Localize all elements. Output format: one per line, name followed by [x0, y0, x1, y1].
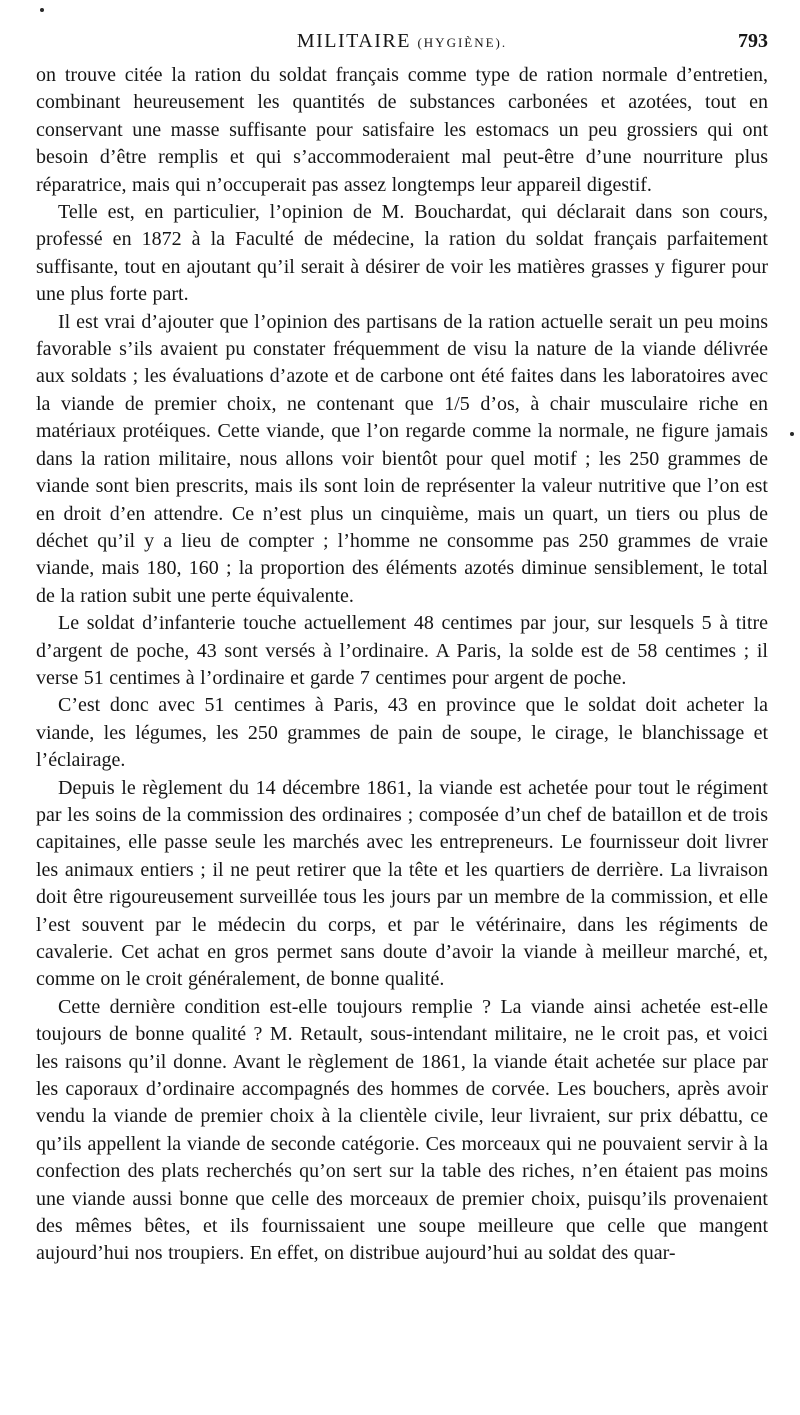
paragraph: Le soldat d’infanterie touche actuellement 48 centimes par jour, sur lesquels 5 à titre d’argent de poche, 43 sont versés à l’ordinaire. A Paris, la solde est de 58 centimes ; il verse 51 centimes à l’ordinaire et garde 7 centimes pour argent de poche.	[36, 612, 768, 689]
paragraph: Il est vrai d’ajouter que l’opinion des partisans de la ration actuelle serait un peu moins favorable s’ils avaient pu constater fréquemment de visu la nature de la viande délivrée aux soldats ; les évaluations d’azote et de carbone ont été faites dans les laboratoires avec la viande de premier choix, ne contenant que 1/5 d’os, à chair musculaire riche en matériaux protéiques. Cette viande, que l’on regarde comme la normale, ne figure jamais dans la ration militaire, nous allons voir bientôt pour quel motif ; les 250 grammes de viande sont bien prescrits, mais ils sont loin de représenter la valeur nutritive que l’on est en droit d’en attendre. Ce n’est plus un cinquième, mais un quart, un tiers ou plus de déchet qu’il y a lieu de compter ; l’homme ne consomme pas 250 grammes de vraie viande, mais 180, 160 ; la proportion des éléments azotés diminue sensiblement, le total de la ration subit une perte équivalente.	[36, 310, 768, 607]
running-title	[36, 30, 768, 53]
paragraph: Depuis le règlement du 14 décembre 1861, la viande est achetée pour tout le régiment par les soins de la commission des ordinaires ; composée d’un chef de bataillon et de trois capitaines, elle passe seule les marchés avec les entrepreneurs. Le fournisseur doit livrer les animaux entiers ; il ne peut retirer que la tête et les quartiers de derrière. La livraison doit être rigoureusement surveillée tous les jours par un membre de la commission, et elle l’est souvent par le médecin du corps, et par le vétérinaire, dans les régiments de cavalerie. Cet achat en gros permet sans doute d’avoir la viande à meilleur marché, et, comme on le croit généralement, de bonne qualité.	[36, 776, 768, 991]
paragraph: C’est donc avec 51 centimes à Paris, 43 en province que le soldat doit acheter la viande, les légumes, les 250 grammes de pain de soupe, le cirage, le blanchissage et l’éclairage.	[36, 694, 768, 772]
print-speck	[40, 8, 44, 12]
page-number: 793	[738, 30, 768, 52]
print-speck	[790, 432, 794, 436]
paragraph: Telle est, en particulier, l’opinion de M. Bouchardat, qui déclarait dans son cours, professé en 1872 à la Faculté de médecine, la ration du soldat français parfaitement suffisante, tout en ajoutant qu’il serait à désirer de voir les matières grasses y figurer pour une plus forte part.	[36, 201, 768, 306]
header-title: MILITAIRE	[296, 30, 411, 52]
running-header	[36, 30, 768, 60]
header-subtitle: (HYGIÈNE).	[417, 35, 508, 50]
paragraph: on trouve citée la ration du soldat français comme type de ration normale d’entretien, combinant heureusement les quantités de substances carbonées et azotées, tout en conservant une masse suffisante pour satisfaire les estomacs un peu grossiers qui ont besoin d’être remplis et qui s’accommoderaient mal peut-être d’une nourriture plus réparatrice, mais qui n’occuperait pas assez longtemps leur appareil digestif.	[36, 64, 768, 196]
paragraph: Cette dernière condition est-elle toujours remplie ? La viande ainsi achetée est-elle toujours de bonne qualité ? M. Retault, sous-intendant militaire, ne le croit pas, et voici les raisons qu’il donne. Avant le règlement de 1861, la viande était achetée sur place par les caporaux d’ordinaire accompagnés des hommes de corvée. Les bouchers, après avoir vendu la viande de premier choix à la clientèle civile, leur livraient, sur prix débattu, ce qu’ils appellent la viande de seconde catégorie. Ces morceaux qui ne pouvaient servir à la confection des plats recherchés qu’on sert sur la table des riches, n’en étaient pas moins une viande aussi bonne que celle des morceaux de premier choix, puisqu’ils provenaient des mêmes bêtes, et ils fournissaient une soupe meilleure que celle que mangent aujourd’hui nos troupiers. En effet, on distribue aujourd’hui au soldat des quar-	[36, 995, 768, 1265]
body-text	[36, 62, 768, 1268]
